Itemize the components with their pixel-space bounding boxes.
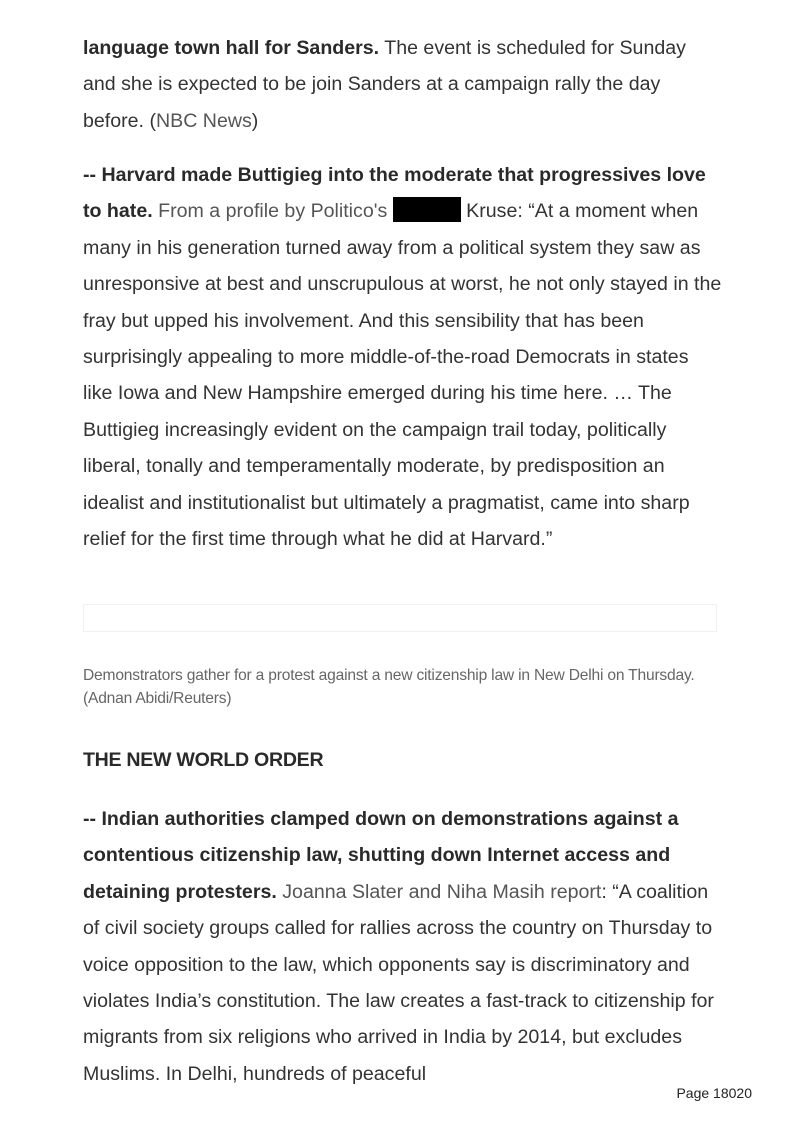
paragraph-sanders-town-hall (83, 30, 723, 139)
body-text: Kruse: “At a moment when many in his generation turned away from a political system they saw as unresponsive at best and unscrupulous at worst, he not only stayed in the fray but upped his involvement. And this sensibility that has been surprisingly appealing to more middle-of-the-road Democrats in states like Iowa and New Hampshire emerged during his time here. … The Buttigieg increasingly evident on the campaign trail today, politically liberal, tonally and temperamentally moderate, by predisposition an idealist and institutionalist but ultimately a pragmatist, came into sharp relief for the first time through what he did at Harvard.” (83, 200, 722, 551)
body-text: : “A coalition of civil society groups called for rallies across the country on Thursday to voice opposition to the law, which opponents say is discriminatory and violates India’s constitution. The law creates a fast-track to citizenship for migrants from six religions who arrived in India by 2014, but excludes Muslims. In Delhi, hundreds of peaceful (83, 880, 714, 1085)
section-heading: THE NEW WORLD ORDER (83, 749, 324, 771)
body-text: The event is scheduled for Sunday and she is expected to be join Sanders at a campaign rally the day before. ( (83, 37, 686, 132)
image-placeholder (83, 604, 717, 632)
bold-lead: -- Harvard made Buttigieg into the moderate that progressives love to hate. (83, 164, 706, 223)
paragraph-buttigieg-harvard (83, 157, 723, 557)
paragraph-india-protests (83, 801, 723, 1092)
redaction-block (393, 197, 461, 222)
body-text: ) (251, 109, 259, 132)
politico-profile-link[interactable]: From a profile by Politico's (158, 200, 388, 223)
nbc-news-link[interactable]: NBC News (155, 109, 252, 132)
bold-lead: -- Indian authorities clamped down on demonstrations against a contentious citizenship law, shutting down Internet access and detaining protesters. (83, 808, 679, 903)
page-number: Page 18020 (676, 1085, 752, 1101)
photo-caption: Demonstrators gather for a protest against a new citizenship law in New Delhi on Thursday. (Adnan Abidi/Reuters) (83, 667, 695, 707)
bold-lead: language town hall for Sanders. (83, 37, 380, 59)
washington-post-report-link[interactable]: Joanna Slater and Niha Masih report (282, 880, 602, 903)
